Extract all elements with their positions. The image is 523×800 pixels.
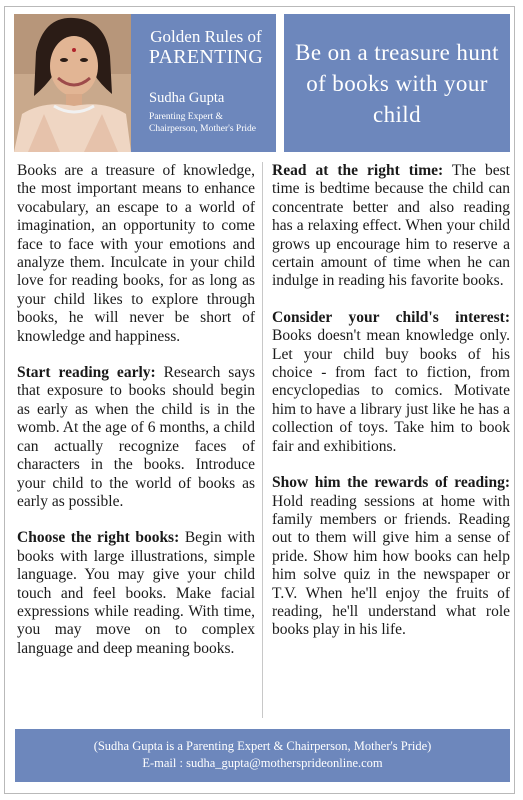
author-name: Sudha Gupta — [149, 90, 225, 106]
headline-panel — [284, 14, 510, 152]
section-body: Begin with books with large illustrations, simple language. You may give your child touch and feel books. Make facial expressions while reading. With time, you may move on to complex language and deep meaning books. — [17, 529, 255, 657]
article-headline: Be on a treasure hunt of books with your child — [295, 39, 499, 127]
author-footer — [15, 729, 510, 782]
intro-paragraph: Books are a treasure of knowledge, the most important means to enhance vocabulary, an escape to a world of imagination, an opportunity to come face to face with your emotions and analyze them. Inculcate in your child love for reading books, for as long as your child likes to explore through books, he will never be short of knowledge and happiness. — [17, 162, 255, 345]
column-header-panel — [14, 14, 276, 152]
footer-bio: (Sudha Gupta is a Parenting Expert & Chairperson, Mother's Pride) — [93, 739, 432, 753]
section-heading: Start reading early: — [17, 364, 156, 382]
section-heading: Read at the right time: — [272, 162, 444, 179]
section-body: Hold reading sessions at home with family members or friends. Reading out to them will give him a sense of pride. Show him how books can help him solve quiz in the newspaper or T.V. When he'll enjoy the fruits of reading, he'll understand what role books play in his life. — [272, 492, 510, 639]
section-body: The best time is bedtime because the child can concentrate better and also reading has a relaxing effect. When your child grows up encourage him to reserve a certain amount of time when he can indulge in reading his favorite books. — [272, 162, 510, 290]
section-choose-right-books — [17, 529, 255, 658]
footer-email: E-mail : sudha_gupta@mothersprideonline.com — [142, 756, 383, 770]
author-role — [141, 111, 271, 135]
series-title-line2: PARENTING — [148, 46, 264, 68]
right-column — [272, 162, 510, 658]
author-role-line1: Parenting Expert & — [149, 112, 223, 122]
section-child-interest — [272, 309, 510, 456]
author-role-line2: Chairperson, Mother's Pride — [149, 124, 256, 134]
author-photo — [14, 14, 131, 152]
section-start-reading-early — [17, 364, 255, 511]
section-heading: Choose the right books: — [17, 529, 180, 547]
section-body: Books doesn't mean knowledge only. Let your child buy books of his choice - from fact to fiction, from encyclopedias to comics. Motivate him to have a library just like he has a collection of toys. Take him to book fair and exhibitions. — [272, 327, 510, 455]
section-read-right-time — [272, 162, 510, 291]
section-heading: Show him the rewards of reading: — [272, 474, 510, 492]
column-branding — [141, 28, 271, 135]
section-show-rewards — [272, 474, 510, 640]
section-heading: Consider your child's interest: — [272, 308, 510, 326]
left-column — [17, 162, 255, 676]
section-body: Research says that exposure to books should begin as early as when the child is in the womb. At the age of 6 months, a child can actually recognize faces of characters in the books. Introduce your child to the world of books as early as possible. — [17, 364, 256, 510]
series-title-line1: Golden Rules of — [150, 27, 262, 46]
column-divider — [262, 162, 263, 718]
